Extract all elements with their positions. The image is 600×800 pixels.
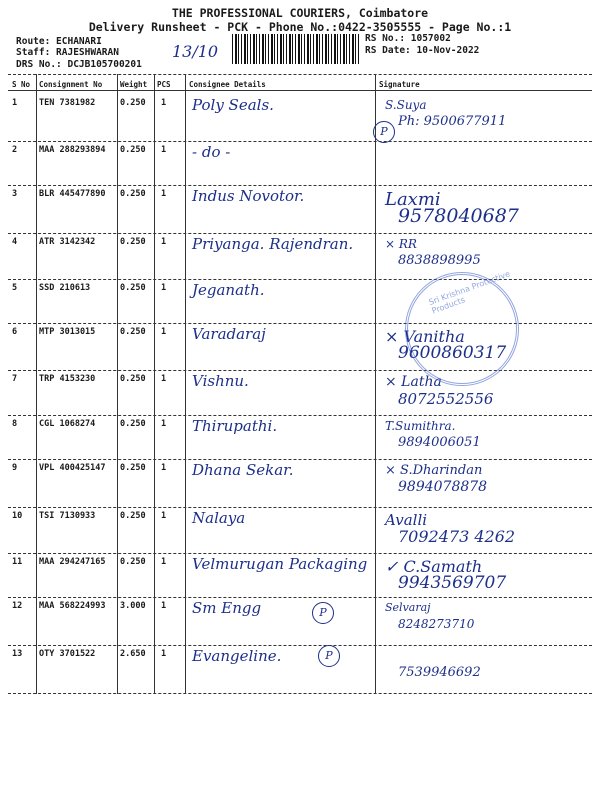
row-weight: 0.250: [120, 189, 146, 199]
row-weight: 0.250: [120, 419, 146, 429]
row-consignment-no: MAA 568224993: [39, 601, 106, 611]
row-consignee: Evangeline.: [192, 647, 282, 665]
drs-label: DRS No.: DCJB105700201: [16, 59, 142, 70]
col-header-signature: Signature: [379, 80, 420, 89]
col-header-pcs: PCS: [157, 80, 171, 89]
row-signature-phone: 7092473 4262: [398, 527, 516, 546]
row-sno: 7: [12, 374, 18, 384]
row-signature-phone: 9894078878: [398, 479, 488, 495]
row-consignee: Vishnu.: [192, 372, 249, 390]
row-consignment-no: VPL 400425147: [39, 463, 106, 473]
row-separator: [8, 370, 592, 371]
row-separator: [8, 233, 592, 234]
row-signature-phone: 9600860317: [398, 343, 507, 363]
row-signature-phone: 8072552556: [398, 390, 494, 408]
row-signature: × Latha: [385, 374, 442, 390]
row-sno: 10: [12, 511, 23, 521]
row-signature: × RR: [385, 237, 417, 251]
circled-mark: P: [373, 121, 395, 143]
row-consignee: Jeganath.: [192, 281, 265, 299]
row-pcs: 1: [161, 649, 167, 659]
row-consignee: Sm Engg: [192, 599, 262, 617]
stamp-text: Sri Krishna Protective Products: [427, 269, 512, 316]
row-separator: [8, 459, 592, 460]
row-weight: 2.650: [120, 649, 146, 659]
row-sno: 3: [12, 189, 18, 199]
row-weight: 0.250: [120, 283, 146, 293]
row-signature: Selvaraj: [385, 601, 431, 614]
row-sno: 11: [12, 557, 23, 567]
row-weight: 0.250: [120, 237, 146, 247]
handwritten-date: 13/10: [172, 42, 219, 61]
row-signature: Laxmi: [385, 189, 441, 210]
row-sno: 2: [12, 145, 18, 155]
row-signature-phone: 9943569707: [398, 573, 507, 593]
row-signature: Avalli: [385, 511, 428, 529]
row-separator: [8, 553, 592, 554]
route-label: Route: ECHANARI: [16, 36, 102, 47]
row-signature: × S.Dharindan: [385, 463, 483, 478]
row-consignment-no: MTP 3013015: [39, 327, 96, 337]
row-signature: × Vanitha: [385, 327, 465, 346]
row-weight: 0.250: [120, 557, 146, 567]
col-divider: [185, 74, 186, 694]
row-weight: 0.250: [120, 145, 146, 155]
row-signature: T.Sumithra.: [385, 419, 456, 433]
company-stamp: [405, 269, 519, 386]
row-consignment-no: TSI 7130933: [39, 511, 96, 521]
row-consignee: Poly Seals.: [192, 96, 274, 114]
row-weight: 0.250: [120, 374, 146, 384]
row-separator: [8, 415, 592, 416]
col-divider: [117, 74, 118, 694]
row-separator: [8, 185, 592, 186]
row-pcs: 1: [161, 601, 167, 611]
row-pcs: 1: [161, 189, 167, 199]
row-pcs: 1: [161, 419, 167, 429]
runsheet-title: Delivery Runsheet - PCK - Phone No.:0422-3505555 - Page No.:1: [88, 20, 512, 34]
row-sno: 5: [12, 283, 18, 293]
row-pcs: 1: [161, 557, 167, 567]
row-consignee: Priyanga. Rajendran.: [192, 235, 354, 253]
row-consignee: Varadaraj: [192, 325, 266, 343]
row-signature: S.Suya: [385, 98, 427, 112]
rs-date: RS Date: 10-Nov-2022: [365, 45, 480, 56]
circled-mark: P: [312, 602, 334, 624]
row-sno: 12: [12, 601, 23, 611]
col-header-consignment: Consignment No: [39, 80, 103, 89]
row-weight: 3.000: [120, 601, 146, 611]
company-title: THE PROFESSIONAL COURIERS, Coimbatore: [171, 6, 429, 20]
row-pcs: 1: [161, 283, 167, 293]
row-pcs: 1: [161, 145, 167, 155]
row-consignee: Thirupathi.: [192, 417, 278, 435]
row-signature-phone: Ph: 9500677911: [398, 114, 507, 129]
row-pcs: 1: [161, 98, 167, 108]
row-separator: [8, 507, 592, 508]
row-consignee: Velmurugan Packaging: [192, 555, 368, 573]
row-pcs: 1: [161, 374, 167, 384]
row-separator: [8, 693, 592, 694]
row-signature-phone: 7539946692: [398, 665, 481, 680]
row-pcs: 1: [161, 463, 167, 473]
row-weight: 0.250: [120, 463, 146, 473]
table-top-rule: [8, 74, 592, 75]
row-sno: 4: [12, 237, 18, 247]
row-consignee: Indus Novotor.: [192, 187, 305, 205]
row-consignment-no: MAA 288293894: [39, 145, 106, 155]
row-pcs: 1: [161, 327, 167, 337]
row-signature-phone: 8248273710: [398, 617, 475, 631]
row-consignment-no: ATR 3142342: [39, 237, 96, 247]
row-consignment-no: TRP 4153230: [39, 374, 96, 384]
col-divider: [36, 74, 37, 694]
table-header-rule: [8, 90, 592, 91]
row-signature-phone: 9578040687: [398, 205, 519, 227]
row-weight: 0.250: [120, 327, 146, 337]
barcode: [232, 34, 360, 64]
row-weight: 0.250: [120, 98, 146, 108]
row-consignee: Dhana Sekar.: [192, 461, 294, 479]
row-sno: 1: [12, 98, 18, 108]
row-pcs: 1: [161, 237, 167, 247]
row-sno: 9: [12, 463, 18, 473]
row-consignee: - do -: [192, 143, 231, 161]
row-weight: 0.250: [120, 511, 146, 521]
col-header-sno: S No: [12, 80, 31, 89]
row-separator: [8, 645, 592, 646]
row-consignment-no: TEN 7381982: [39, 98, 96, 108]
row-signature: ✓ C.Samath: [385, 557, 483, 576]
staff-label: Staff: RAJESHWARAN: [16, 47, 119, 58]
row-sno: 13: [12, 649, 23, 659]
row-pcs: 1: [161, 511, 167, 521]
col-header-consignee: Consignee Details: [189, 80, 266, 89]
row-consignment-no: OTY 3701522: [39, 649, 96, 659]
row-separator: [8, 597, 592, 598]
row-sno: 8: [12, 419, 18, 429]
row-consignment-no: BLR 445477890: [39, 189, 106, 199]
rs-number: RS No.: 1057002: [365, 33, 451, 44]
circled-mark: P: [318, 645, 340, 667]
row-signature-phone: 9894006051: [398, 435, 481, 450]
col-divider: [375, 74, 376, 694]
col-divider: [154, 74, 155, 694]
row-consignment-no: SSD 210613: [39, 283, 91, 293]
row-consignee: Nalaya: [192, 509, 246, 527]
row-consignment-no: MAA 294247165: [39, 557, 106, 567]
row-sno: 6: [12, 327, 18, 337]
row-separator: [8, 141, 592, 142]
col-header-weight: Weight: [120, 80, 148, 89]
row-consignment-no: CGL 1068274: [39, 419, 96, 429]
row-signature-phone: 8838898995: [398, 253, 481, 268]
